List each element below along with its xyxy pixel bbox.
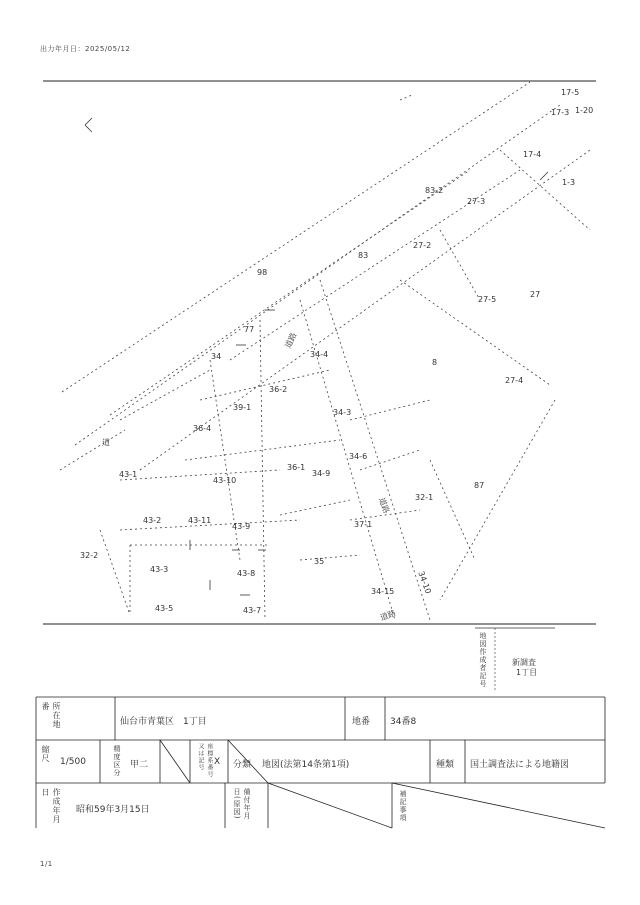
- lot-label: 32-1: [415, 493, 434, 502]
- name-value: 昭和59年3月15日: [76, 805, 150, 815]
- lot-label: 17-4: [523, 150, 542, 159]
- lot-label: 36-4: [193, 424, 212, 433]
- lot-label: 34-9: [312, 469, 331, 478]
- place-value: 仙台市青葉区 1丁目: [120, 717, 207, 727]
- road-label: 道路: [283, 331, 299, 350]
- lot-label: 36-1: [287, 463, 306, 472]
- lot-label: 37-1: [354, 520, 373, 529]
- lot-label: 39-1: [233, 403, 252, 412]
- lot-label: 27-5: [478, 295, 497, 304]
- lot-value: 34番8: [390, 717, 417, 727]
- name-label: 作成年月日: [41, 788, 61, 824]
- category-label: 分類: [233, 760, 252, 770]
- page-number: 1/1: [40, 860, 53, 868]
- place-label: 所在地番: [41, 702, 61, 729]
- lot-label-cell: 地番: [352, 717, 371, 727]
- type-value: 国土調査法による地籍図: [470, 760, 570, 770]
- date-label: 備付年月日(原図): [233, 788, 251, 820]
- lot-label: 77: [244, 325, 255, 334]
- print-date: 出力年月日：2025/05/12: [40, 45, 131, 53]
- lot-label: 87: [474, 481, 485, 490]
- lot-label: 27: [530, 290, 541, 299]
- lot-label: 34-3: [333, 408, 352, 417]
- lot-label: 34: [211, 352, 222, 361]
- lot-label: 34-10: [416, 570, 433, 595]
- precision-label: 精度区分: [113, 745, 121, 777]
- lot-label: 17-5: [561, 88, 580, 97]
- precision-value: 甲二: [130, 760, 149, 770]
- lot-label: 36-2: [269, 385, 288, 394]
- lot-label: 35: [314, 557, 325, 566]
- lot-label: 34-6: [349, 452, 368, 461]
- lot-label: 43-1: [119, 470, 138, 479]
- lot-label: 27-2: [413, 241, 432, 250]
- lot-label: 1-20: [575, 106, 594, 115]
- lot-label: 34-15: [371, 587, 395, 596]
- remark-label: 補記事項: [399, 790, 407, 822]
- lot-label: 17-3: [551, 108, 570, 117]
- lot-label: 43-2: [143, 516, 162, 525]
- lot-label: 83-2: [425, 186, 444, 195]
- lot-label: 98: [257, 268, 268, 277]
- lot-label: 43-9: [232, 522, 251, 531]
- coord-label: 座標系番号又は記号: [197, 743, 213, 778]
- lot-label: 43-10: [213, 476, 237, 485]
- lot-label: 43-11: [188, 516, 212, 525]
- stamp-vertical-text: 地図作成者記号: [479, 632, 487, 688]
- scale-value: 1/500: [60, 757, 86, 767]
- road-label: 道路: [378, 608, 398, 623]
- stamp-line-2: 1丁目: [516, 668, 538, 677]
- coord-value: X: [214, 757, 221, 767]
- lot-label: 27-4: [505, 376, 524, 385]
- stamp-line-1: 新調査: [512, 658, 536, 667]
- lot-label: 43-8: [237, 569, 256, 578]
- lot-label: 8: [432, 358, 438, 367]
- lot-label: 43-3: [150, 565, 169, 574]
- lot-label: 83: [358, 251, 369, 260]
- scale-label: 縮尺: [41, 745, 50, 763]
- lot-label: 32-2: [80, 551, 99, 560]
- lot-label: 43-5: [155, 604, 174, 613]
- lot-label: 27-3: [467, 197, 486, 206]
- road-label: 道路: [377, 496, 391, 515]
- category-value: 地図(法第14条第1項): [262, 760, 350, 770]
- type-label: 種類: [436, 760, 455, 770]
- road-label: 道: [102, 438, 110, 447]
- lot-label: 43-7: [243, 606, 262, 615]
- lot-label: 34-4: [310, 350, 329, 359]
- lot-label: 1-3: [562, 178, 576, 187]
